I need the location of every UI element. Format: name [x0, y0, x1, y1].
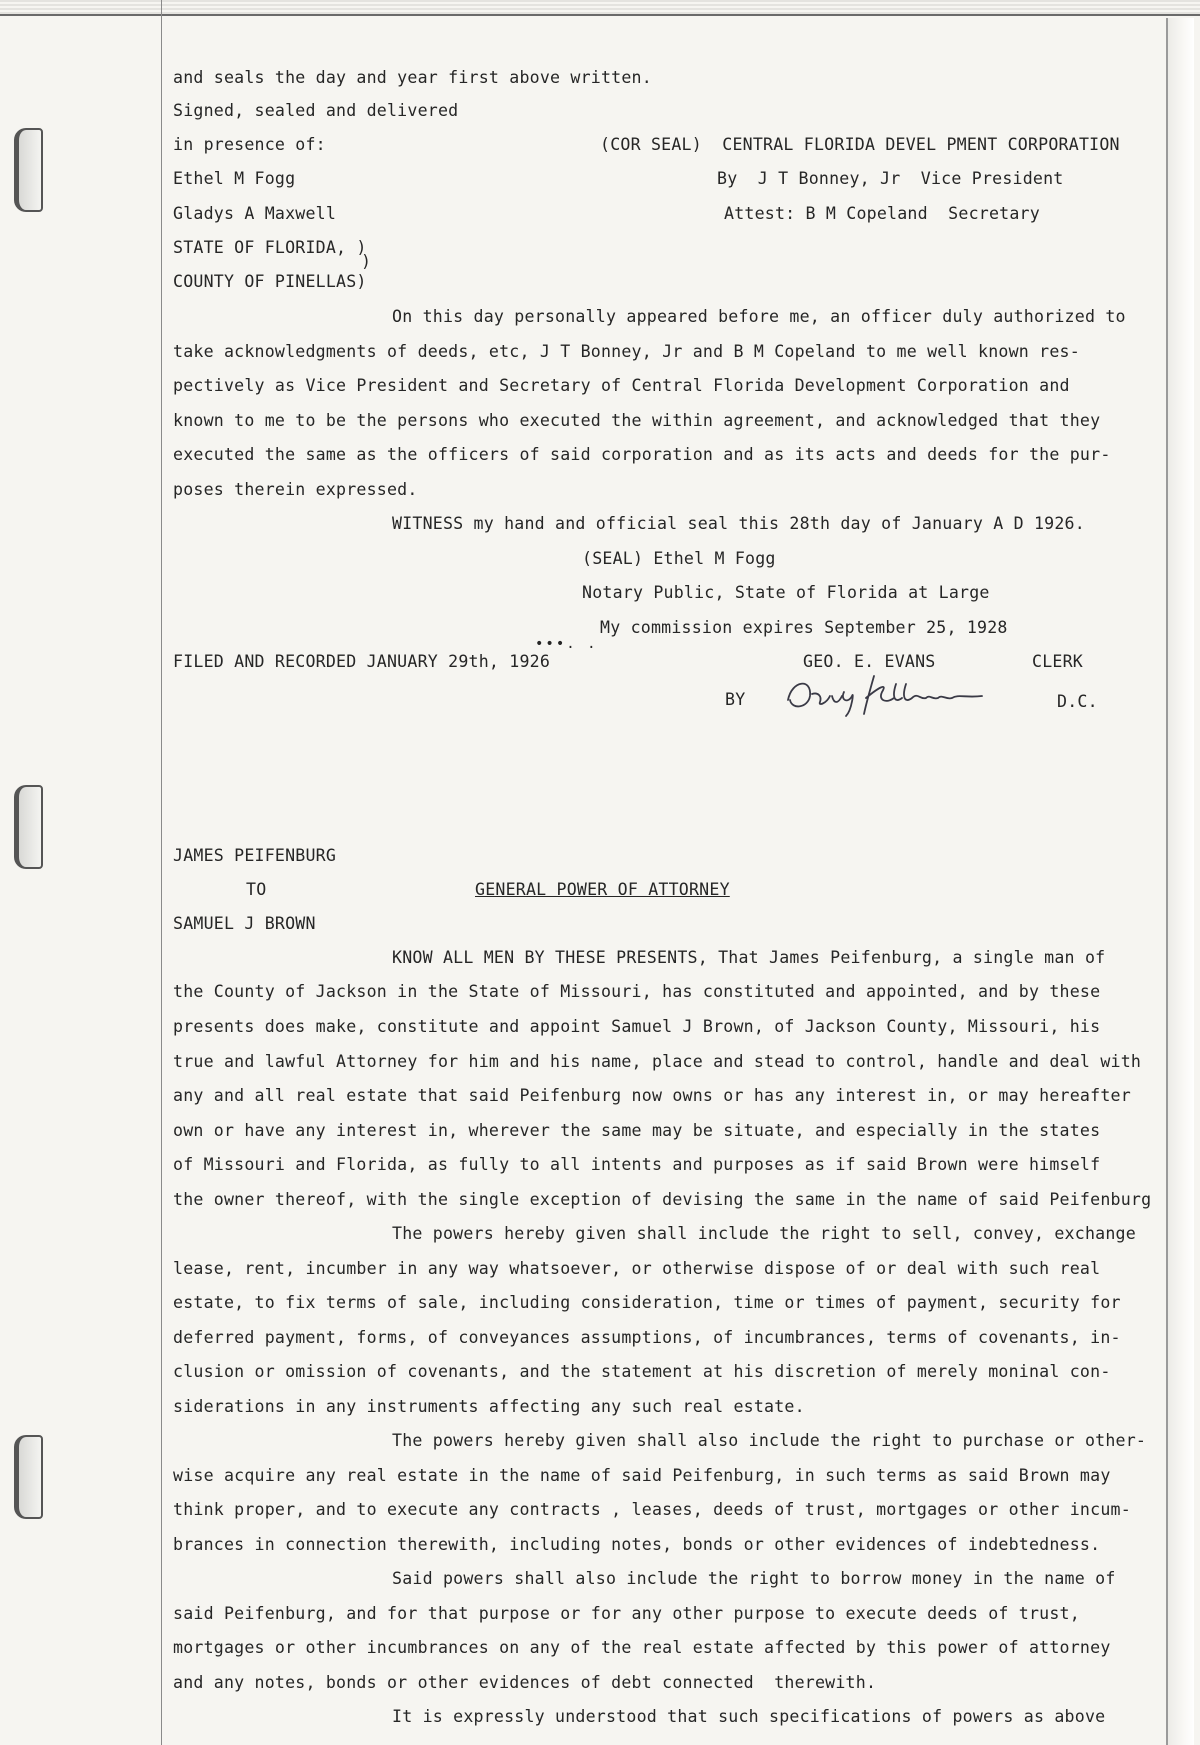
- text-line: true and lawful Attorney for him and his name, place and stead to control, handle and deal with: [173, 1052, 1142, 1071]
- text-line: any and all real estate that said Peifenburg now owns or has any interest in, or may hereafter: [173, 1086, 1131, 1105]
- text-line: known to me to be the persons who executed the within agreement, and acknowledged that they: [173, 411, 1101, 430]
- by-label: BY: [725, 690, 746, 709]
- text-line: mortgages or other incumbrances on any of the real estate affected by this power of attorney: [173, 1638, 1111, 1657]
- text-line: On this day personally appeared before me, an officer duly authorized to: [392, 307, 1126, 326]
- handwritten-signature: [782, 670, 992, 718]
- notary-name: (SEAL) Ethel M Fogg: [582, 549, 776, 568]
- witness-name: Ethel M Fogg: [173, 169, 296, 188]
- text-line: presents does make, constitute and appoint Samuel J Brown, of Jackson County, Missouri, his: [173, 1017, 1101, 1036]
- text-line: of Missouri and Florida, as fully to all intents and purposes as if said Brown were himself: [173, 1155, 1101, 1174]
- clerk-title: CLERK: [1032, 652, 1083, 671]
- text-line: said Peifenburg, and for that purpose or for any other purpose to execute deeds of trust,: [173, 1604, 1080, 1623]
- left-margin-line: [161, 0, 162, 1745]
- text-line: The powers hereby given shall include the right to sell, convey, exchange: [392, 1224, 1136, 1243]
- grantee-name: SAMUEL J BROWN: [173, 914, 316, 933]
- text-line: the County of Jackson in the State of Missouri, has constituted and appointed, and by these: [173, 982, 1101, 1001]
- commission-expiry: My commission expires September 25, 1928: [600, 618, 1008, 637]
- text-line: Said powers shall also include the right to borrow money in the name of: [392, 1569, 1116, 1588]
- text-line: Signed, sealed and delivered: [173, 101, 459, 120]
- text-line: deferred payment, forms, of conveyances assumptions, of incumbrances, terms of covenants, in-: [173, 1328, 1121, 1347]
- text-line: wise acquire any real estate in the name of said Peifenburg, in such terms as said Brown may: [173, 1466, 1111, 1485]
- text-line: own or have any interest in, wherever the same may be situate, and especially in the states: [173, 1121, 1101, 1140]
- text-line: and seals the day and year first above written.: [173, 68, 652, 87]
- text-line: KNOW ALL MEN BY THESE PRESENTS, That James Peifenburg, a single man of: [392, 948, 1106, 967]
- grantor-name: JAMES PEIFENBURG: [173, 846, 337, 865]
- text-line: siderations in any instruments affecting any such real estate.: [173, 1397, 805, 1416]
- text-line: and any notes, bonds or other evidences of debt connected therewith.: [173, 1673, 877, 1692]
- attest-line: Attest: B M Copeland Secretary: [724, 204, 1040, 223]
- document-heading: GENERAL POWER OF ATTORNEY: [475, 880, 730, 899]
- binder-hole-top: [14, 128, 43, 212]
- text-line: poses therein expressed.: [173, 480, 418, 499]
- right-page-edge: [1166, 18, 1194, 1745]
- witness-name: Gladys A Maxwell: [173, 204, 337, 223]
- notary-title: Notary Public, State of Florida at Large: [582, 583, 990, 602]
- text-line: think proper, and to execute any contracts , leases, deeds of trust, mortgages or other incum-: [173, 1500, 1131, 1519]
- filing-line: FILED AND RECORDED JANUARY 29th, 1926: [173, 652, 551, 671]
- venue-bracket: ): [361, 252, 372, 271]
- text-line: take acknowledgments of deeds, etc, J T Bonney, Jr and B M Copeland to me well known res-: [173, 342, 1080, 361]
- text-line: in presence of:: [173, 135, 326, 154]
- witness-clause: WITNESS my hand and official seal this 28th day of January A D 1926.: [392, 514, 1085, 533]
- text-line: It is expressly understood that such specifications of powers as above: [392, 1707, 1106, 1726]
- binder-hole-bottom: [14, 1435, 43, 1519]
- ink-dots: •••. .: [535, 636, 598, 652]
- text-line: executed the same as the officers of said corporation and as its acts and deeds for the pur-: [173, 445, 1111, 464]
- text-line: clusion or omission of covenants, and the statement at his discretion of merely moninal con-: [173, 1362, 1111, 1381]
- deputy-clerk-label: D.C.: [1057, 692, 1098, 711]
- venue-state: STATE OF FLORIDA, ): [173, 238, 367, 257]
- text-line: pectively as Vice President and Secretary of Central Florida Development Corporation and: [173, 376, 1070, 395]
- venue-county: COUNTY OF PINELLAS): [173, 272, 367, 291]
- text-line: estate, to fix terms of sale, including consideration, time or times of payment, security for: [173, 1293, 1121, 1312]
- corporate-seal-line: (COR SEAL) CENTRAL FLORIDA DEVEL PMENT CORPORATION: [600, 135, 1120, 154]
- top-ruled-edge: [0, 0, 1200, 16]
- signatory-line: By J T Bonney, Jr Vice President: [717, 169, 1064, 188]
- binder-hole-middle: [14, 785, 43, 869]
- text-line: lease, rent, incumber in any way whatsoever, or otherwise dispose of or deal with such real: [173, 1259, 1101, 1278]
- text-line: The powers hereby given shall also include the right to purchase or other-: [392, 1431, 1147, 1450]
- text-line: brances in connection therewith, including notes, bonds or other evidences of indebtedness.: [173, 1535, 1101, 1554]
- clerk-name: GEO. E. EVANS: [803, 652, 936, 671]
- text-line: the owner thereof, with the single exception of devising the same in the name of said Peifenburg: [173, 1190, 1152, 1209]
- to-label: TO: [246, 880, 267, 899]
